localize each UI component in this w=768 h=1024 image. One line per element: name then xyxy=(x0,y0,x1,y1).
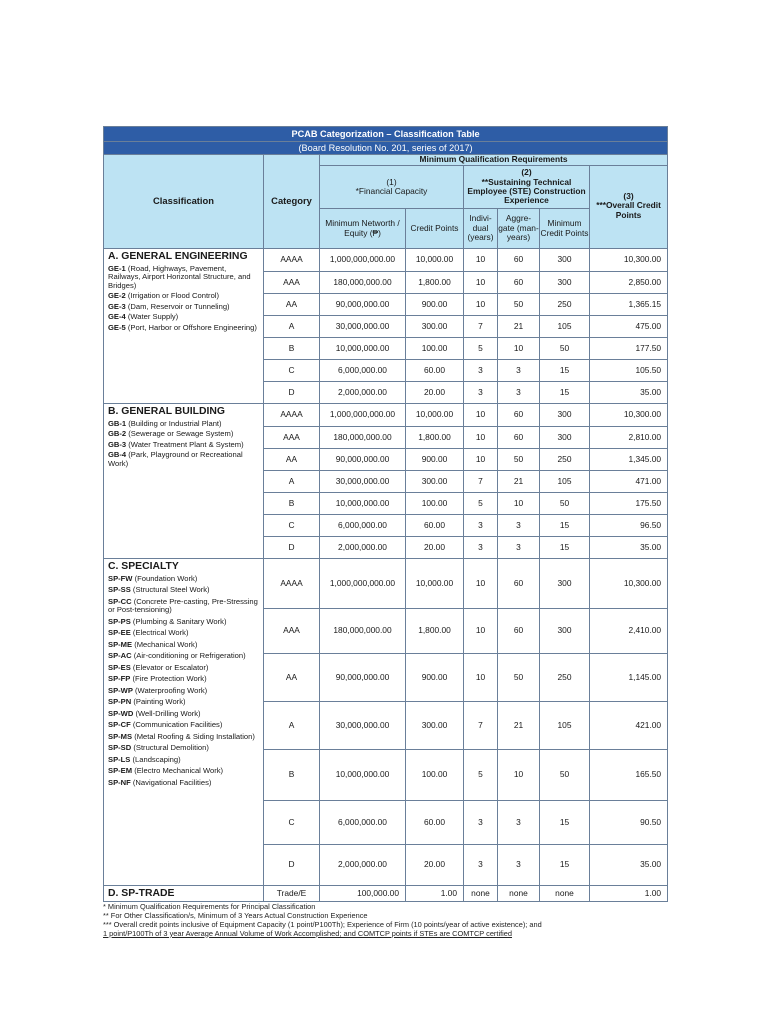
classification-desc: (Navigational Facilities) xyxy=(132,777,212,787)
credit-points-cell: 60.00 xyxy=(406,360,464,382)
classification-desc: (Irrigation or Flood Control) xyxy=(127,291,220,301)
header-networth: Minimum Networth / Equity (₱) xyxy=(320,209,406,249)
networth-cell: 90,000,000.00 xyxy=(320,449,406,471)
credit-points-cell: 900.00 xyxy=(406,294,464,316)
classification-desc: (Port, Harbor or Offshore Engineering) xyxy=(127,322,257,332)
classification-desc: (Waterproofing Work) xyxy=(135,685,208,695)
classification-item xyxy=(108,698,260,707)
classification-desc: (Concrete Pre-casting, Pre-Stressing or Post-tensioning) xyxy=(108,596,258,615)
header-ste-label: **Sustaining Technical Employee (STE) Construction Experience xyxy=(467,176,586,206)
category-cell: D xyxy=(264,845,320,886)
section-heading: D. SP-TRADE xyxy=(108,888,175,899)
category-cell: B xyxy=(264,338,320,360)
category-cell: C xyxy=(264,515,320,537)
credit-points-cell: 300.00 xyxy=(406,702,464,750)
min-credit-cell: 15 xyxy=(540,515,590,537)
classification-item xyxy=(108,767,260,776)
aggregate-years-cell: 10 xyxy=(498,493,540,515)
credit-points-cell: 1,800.00 xyxy=(406,272,464,294)
category-cell: B xyxy=(264,750,320,801)
classification-item xyxy=(108,292,260,301)
section-heading: B. GENERAL BUILDING xyxy=(108,406,225,417)
min-credit-cell: 15 xyxy=(540,537,590,559)
credit-points-cell: 1,800.00 xyxy=(406,427,464,449)
min-credit-cell: 250 xyxy=(540,654,590,702)
section-specialty xyxy=(104,559,668,886)
section-heading: A. GENERAL ENGINEERING xyxy=(108,251,248,262)
classification-item xyxy=(108,756,260,765)
networth-cell: 30,000,000.00 xyxy=(320,316,406,338)
category-cell: AAA xyxy=(264,609,320,654)
classification-desc: (Structural Demolition) xyxy=(133,743,209,753)
category-cell: C xyxy=(264,801,320,845)
classification-code: SP-AC xyxy=(108,651,132,661)
category-cell: AA xyxy=(264,294,320,316)
header-ste-number: (2) xyxy=(521,167,532,178)
classification-desc: (Elevator or Escalator) xyxy=(132,662,209,672)
classification-code: GE-3 xyxy=(108,301,126,311)
category-cell: A xyxy=(264,316,320,338)
category-cell: AAAA xyxy=(264,249,320,272)
individual-years-cell: none xyxy=(464,886,498,902)
section-heading: C. SPECIALTY xyxy=(108,561,179,572)
aggregate-years-cell: 50 xyxy=(498,294,540,316)
header-credit-points: Credit Points xyxy=(406,209,464,249)
category-cell: AAAA xyxy=(264,404,320,427)
classification-code: SP-FW xyxy=(108,573,133,583)
header-min-credit: Minimum Credit Points xyxy=(540,209,590,249)
classification-code: SP-ME xyxy=(108,639,133,649)
individual-years-cell: 3 xyxy=(464,845,498,886)
networth-cell: 30,000,000.00 xyxy=(320,702,406,750)
credit-points-cell: 1,800.00 xyxy=(406,609,464,654)
category-cell: AAA xyxy=(264,272,320,294)
section-general-building xyxy=(104,404,668,559)
overall-credit-cell: 1.00 xyxy=(590,886,668,902)
category-cell: A xyxy=(264,471,320,493)
overall-credit-cell: 421.00 xyxy=(590,702,668,750)
classification-code: SP-LS xyxy=(108,754,131,764)
classification-desc: (Road, Highways, Pavement, Railways, Airport Horizontal Structure, and Bridges) xyxy=(108,263,251,290)
classification-code: SP-ES xyxy=(108,662,131,672)
individual-years-cell: 3 xyxy=(464,382,498,404)
classification-code: SP-PN xyxy=(108,697,132,707)
networth-cell: 10,000,000.00 xyxy=(320,750,406,801)
min-credit-cell: 50 xyxy=(540,493,590,515)
networth-cell: 180,000,000.00 xyxy=(320,272,406,294)
individual-years-cell: 10 xyxy=(464,559,498,609)
classification-item xyxy=(108,744,260,753)
aggregate-years-cell: 10 xyxy=(498,338,540,360)
classification-item xyxy=(108,313,260,322)
classification-document xyxy=(103,126,667,939)
footnote-4: 1 point/P100Th of 3 year Average Annual Volume of Work Accomplished; and COMTCP points if STEs are COMTCP certified xyxy=(103,928,513,938)
classification-item xyxy=(108,265,260,291)
classification-code: GE-2 xyxy=(108,291,126,301)
header-overall-label: ***Overall Credit Points xyxy=(596,200,661,220)
aggregate-years-cell: 60 xyxy=(498,272,540,294)
category-cell: B xyxy=(264,493,320,515)
min-credit-cell: 50 xyxy=(540,750,590,801)
footnote-1: * Minimum Qualification Requirements for Principal Classification xyxy=(103,902,316,911)
classification-item xyxy=(108,721,260,730)
classification-item xyxy=(108,629,260,638)
overall-credit-cell: 10,300.00 xyxy=(590,559,668,609)
networth-cell: 6,000,000.00 xyxy=(320,360,406,382)
min-credit-cell: 250 xyxy=(540,449,590,471)
min-credit-cell: 300 xyxy=(540,404,590,427)
category-cell: AA xyxy=(264,449,320,471)
networth-cell: 10,000,000.00 xyxy=(320,493,406,515)
classification-code: SP-MS xyxy=(108,731,133,741)
credit-points-cell: 20.00 xyxy=(406,382,464,404)
header-ste xyxy=(464,166,590,209)
header-classification: Classification xyxy=(104,155,264,249)
header-min-qualification: Minimum Qualification Requirements xyxy=(320,155,668,166)
classification-code: SP-PS xyxy=(108,616,131,626)
classification-desc: (Water Treatment Plant & System) xyxy=(128,439,244,449)
aggregate-years-cell: 60 xyxy=(498,609,540,654)
credit-points-cell: 300.00 xyxy=(406,471,464,493)
individual-years-cell: 5 xyxy=(464,493,498,515)
credit-points-cell: 60.00 xyxy=(406,801,464,845)
header-individual: Indivi-dual (years) xyxy=(464,209,498,249)
aggregate-years-cell: 3 xyxy=(498,801,540,845)
min-credit-cell: 15 xyxy=(540,801,590,845)
credit-points-cell: 300.00 xyxy=(406,316,464,338)
classification-item xyxy=(108,324,260,333)
individual-years-cell: 7 xyxy=(464,471,498,493)
individual-years-cell: 10 xyxy=(464,427,498,449)
classification-code: GE-4 xyxy=(108,312,126,322)
classification-item xyxy=(108,733,260,742)
individual-years-cell: 3 xyxy=(464,801,498,845)
networth-cell: 1,000,000,000.00 xyxy=(320,249,406,272)
overall-credit-cell: 471.00 xyxy=(590,471,668,493)
credit-points-cell: 100.00 xyxy=(406,493,464,515)
header-category: Category xyxy=(264,155,320,249)
credit-points-cell: 100.00 xyxy=(406,338,464,360)
header-overall-number: (3) xyxy=(623,191,634,201)
classification-desc: (Electro Mechanical Work) xyxy=(134,766,224,776)
min-credit-cell: 300 xyxy=(540,272,590,294)
classification-code: SP-WD xyxy=(108,708,134,718)
table-row xyxy=(104,404,668,427)
overall-credit-cell: 35.00 xyxy=(590,845,668,886)
min-credit-cell: 300 xyxy=(540,427,590,449)
aggregate-years-cell: 60 xyxy=(498,559,540,609)
credit-points-cell: 10,000.00 xyxy=(406,249,464,272)
classification-desc: (Communication Facilities) xyxy=(132,720,223,730)
aggregate-years-cell: 10 xyxy=(498,750,540,801)
overall-credit-cell: 1,345.00 xyxy=(590,449,668,471)
aggregate-years-cell: 21 xyxy=(498,316,540,338)
classification-item xyxy=(108,675,260,684)
overall-credit-cell: 2,850.00 xyxy=(590,272,668,294)
header-aggregate: Aggre-gate (man-years) xyxy=(498,209,540,249)
category-cell: D xyxy=(264,382,320,404)
category-cell: D xyxy=(264,537,320,559)
individual-years-cell: 3 xyxy=(464,360,498,382)
table-title: PCAB Categorization – Classification Table xyxy=(104,127,668,142)
category-cell: A xyxy=(264,702,320,750)
individual-years-cell: 7 xyxy=(464,702,498,750)
classification-desc: (Mechanical Work) xyxy=(134,639,198,649)
classification-code: SP-SS xyxy=(108,585,131,595)
individual-years-cell: 7 xyxy=(464,316,498,338)
networth-cell: 2,000,000.00 xyxy=(320,845,406,886)
classification-code: SP-EM xyxy=(108,766,133,776)
classification-desc: (Building or Industrial Plant) xyxy=(128,418,222,428)
classification-desc: (Metal Roofing & Siding Installation) xyxy=(134,731,255,741)
networth-cell: 6,000,000.00 xyxy=(320,515,406,537)
header-overall xyxy=(590,166,668,249)
section-general-engineering xyxy=(104,249,668,404)
category-cell: AA xyxy=(264,654,320,702)
overall-credit-cell: 10,300.00 xyxy=(590,249,668,272)
classification-code: GB-2 xyxy=(108,429,127,439)
classification-desc: (Electrical Work) xyxy=(132,628,189,638)
classification-desc: (Painting Work) xyxy=(133,697,186,707)
table-row xyxy=(104,559,668,609)
classification-item xyxy=(108,575,260,584)
classification-item xyxy=(108,430,260,439)
credit-points-cell: 1.00 xyxy=(406,886,464,902)
overall-credit-cell: 165.50 xyxy=(590,750,668,801)
individual-years-cell: 10 xyxy=(464,609,498,654)
aggregate-years-cell: 3 xyxy=(498,515,540,537)
classification-cell xyxy=(104,404,264,559)
aggregate-years-cell: 50 xyxy=(498,654,540,702)
credit-points-cell: 900.00 xyxy=(406,654,464,702)
credit-points-cell: 100.00 xyxy=(406,750,464,801)
classification-desc: (Dam, Reservoir or Tunneling) xyxy=(127,301,230,311)
classification-item xyxy=(108,710,260,719)
category-cell: Trade/E xyxy=(264,886,320,902)
classification-desc: (Park, Playground or Recreational Work) xyxy=(108,450,243,468)
credit-points-cell: 10,000.00 xyxy=(406,559,464,609)
classification-desc: (Fire Protection Work) xyxy=(132,674,207,684)
classification-code: SP-FP xyxy=(108,674,131,684)
header-financial-label: *Financial Capacity xyxy=(355,186,428,196)
aggregate-years-cell: 21 xyxy=(498,471,540,493)
networth-cell: 2,000,000.00 xyxy=(320,537,406,559)
min-credit-cell: 105 xyxy=(540,471,590,493)
category-cell: AAA xyxy=(264,427,320,449)
min-credit-cell: 300 xyxy=(540,559,590,609)
min-credit-cell: 15 xyxy=(540,382,590,404)
classification-item xyxy=(108,586,260,595)
overall-credit-cell: 90.50 xyxy=(590,801,668,845)
footnotes xyxy=(103,903,667,939)
classification-desc: (Water Supply) xyxy=(127,312,179,322)
classification-code: GB-4 xyxy=(108,450,127,460)
classification-desc: (Well-Drilling Work) xyxy=(135,708,201,718)
networth-cell: 180,000,000.00 xyxy=(320,609,406,654)
individual-years-cell: 3 xyxy=(464,537,498,559)
classification-desc: (Air-conditioning or Refrigeration) xyxy=(133,651,246,661)
section-sp-trade xyxy=(104,886,668,902)
networth-cell: 6,000,000.00 xyxy=(320,801,406,845)
classification-code: GE-1 xyxy=(108,263,126,273)
classification-cell xyxy=(104,886,264,902)
classification-item xyxy=(108,779,260,788)
table-row xyxy=(104,886,668,902)
overall-credit-cell: 96.50 xyxy=(590,515,668,537)
networth-cell: 90,000,000.00 xyxy=(320,294,406,316)
credit-points-cell: 20.00 xyxy=(406,845,464,886)
aggregate-years-cell: 60 xyxy=(498,404,540,427)
overall-credit-cell: 2,810.00 xyxy=(590,427,668,449)
aggregate-years-cell: 3 xyxy=(498,845,540,886)
overall-credit-cell: 105.50 xyxy=(590,360,668,382)
individual-years-cell: 10 xyxy=(464,404,498,427)
classification-desc: (Sewerage or Sewage System) xyxy=(128,429,234,439)
aggregate-years-cell: none xyxy=(498,886,540,902)
min-credit-cell: 300 xyxy=(540,609,590,654)
aggregate-years-cell: 60 xyxy=(498,249,540,272)
overall-credit-cell: 35.00 xyxy=(590,382,668,404)
aggregate-years-cell: 3 xyxy=(498,382,540,404)
classification-code: GB-3 xyxy=(108,439,127,449)
networth-cell: 180,000,000.00 xyxy=(320,427,406,449)
classification-item xyxy=(108,451,260,468)
networth-cell: 10,000,000.00 xyxy=(320,338,406,360)
min-credit-cell: none xyxy=(540,886,590,902)
individual-years-cell: 10 xyxy=(464,272,498,294)
min-credit-cell: 15 xyxy=(540,360,590,382)
classification-code: SP-CF xyxy=(108,720,131,730)
networth-cell: 100,000.00 xyxy=(320,886,406,902)
classification-item xyxy=(108,641,260,650)
min-credit-cell: 250 xyxy=(540,294,590,316)
individual-years-cell: 5 xyxy=(464,338,498,360)
networth-cell: 1,000,000,000.00 xyxy=(320,404,406,427)
footnote-3: *** Overall credit points inclusive of Equipment Capacity (1 point/P100Th); Experience of Firm (10 points/year of active existence); and xyxy=(103,919,542,929)
classification-item xyxy=(108,687,260,696)
classification-item xyxy=(108,664,260,673)
classification-desc: (Structural Steel Work) xyxy=(132,585,210,595)
overall-credit-cell: 1,145.00 xyxy=(590,654,668,702)
min-credit-cell: 300 xyxy=(540,249,590,272)
classification-table xyxy=(103,126,668,902)
classification-code: GB-1 xyxy=(108,418,127,428)
min-credit-cell: 50 xyxy=(540,338,590,360)
individual-years-cell: 10 xyxy=(464,449,498,471)
aggregate-years-cell: 21 xyxy=(498,702,540,750)
classification-code: GE-5 xyxy=(108,322,126,332)
classification-item xyxy=(108,618,260,627)
footnote-2: ** For Other Classification/s, Minimum of 3 Years Actual Construction Experience xyxy=(103,910,368,920)
individual-years-cell: 10 xyxy=(464,654,498,702)
overall-credit-cell: 35.00 xyxy=(590,537,668,559)
overall-credit-cell: 175.50 xyxy=(590,493,668,515)
classification-code: SP-WP xyxy=(108,685,133,695)
min-credit-cell: 105 xyxy=(540,316,590,338)
classification-item xyxy=(108,652,260,661)
classification-desc: (Foundation Work) xyxy=(134,573,198,583)
aggregate-years-cell: 3 xyxy=(498,537,540,559)
aggregate-years-cell: 60 xyxy=(498,427,540,449)
credit-points-cell: 20.00 xyxy=(406,537,464,559)
individual-years-cell: 10 xyxy=(464,294,498,316)
classification-code: SP-SD xyxy=(108,743,132,753)
overall-credit-cell: 10,300.00 xyxy=(590,404,668,427)
individual-years-cell: 5 xyxy=(464,750,498,801)
header-financial-number: (1) xyxy=(386,176,397,187)
classification-cell xyxy=(104,559,264,886)
credit-points-cell: 60.00 xyxy=(406,515,464,537)
classification-cell xyxy=(104,249,264,404)
table-row xyxy=(104,249,668,272)
aggregate-years-cell: 3 xyxy=(498,360,540,382)
classification-desc: (Plumbing & Sanitary Work) xyxy=(132,616,227,626)
classification-item xyxy=(108,303,260,312)
table-subtitle: (Board Resolution No. 201, series of 2017) xyxy=(104,142,668,155)
individual-years-cell: 3 xyxy=(464,515,498,537)
overall-credit-cell: 475.00 xyxy=(590,316,668,338)
individual-years-cell: 10 xyxy=(464,249,498,272)
classification-item xyxy=(108,441,260,450)
classification-item xyxy=(108,420,260,429)
networth-cell: 1,000,000,000.00 xyxy=(320,559,406,609)
header-financial-capacity xyxy=(320,166,464,209)
networth-cell: 30,000,000.00 xyxy=(320,471,406,493)
min-credit-cell: 105 xyxy=(540,702,590,750)
min-credit-cell: 15 xyxy=(540,845,590,886)
category-cell: C xyxy=(264,360,320,382)
overall-credit-cell: 177.50 xyxy=(590,338,668,360)
classification-item xyxy=(108,598,260,615)
category-cell: AAAA xyxy=(264,559,320,609)
overall-credit-cell: 1,365.15 xyxy=(590,294,668,316)
aggregate-years-cell: 50 xyxy=(498,449,540,471)
classification-code: SP-CC xyxy=(108,596,132,606)
credit-points-cell: 900.00 xyxy=(406,449,464,471)
classification-code: SP-EE xyxy=(108,628,131,638)
networth-cell: 90,000,000.00 xyxy=(320,654,406,702)
classification-code: SP-NF xyxy=(108,777,131,787)
networth-cell: 2,000,000.00 xyxy=(320,382,406,404)
credit-points-cell: 10,000.00 xyxy=(406,404,464,427)
overall-credit-cell: 2,410.00 xyxy=(590,609,668,654)
classification-desc: (Landscaping) xyxy=(132,754,181,764)
